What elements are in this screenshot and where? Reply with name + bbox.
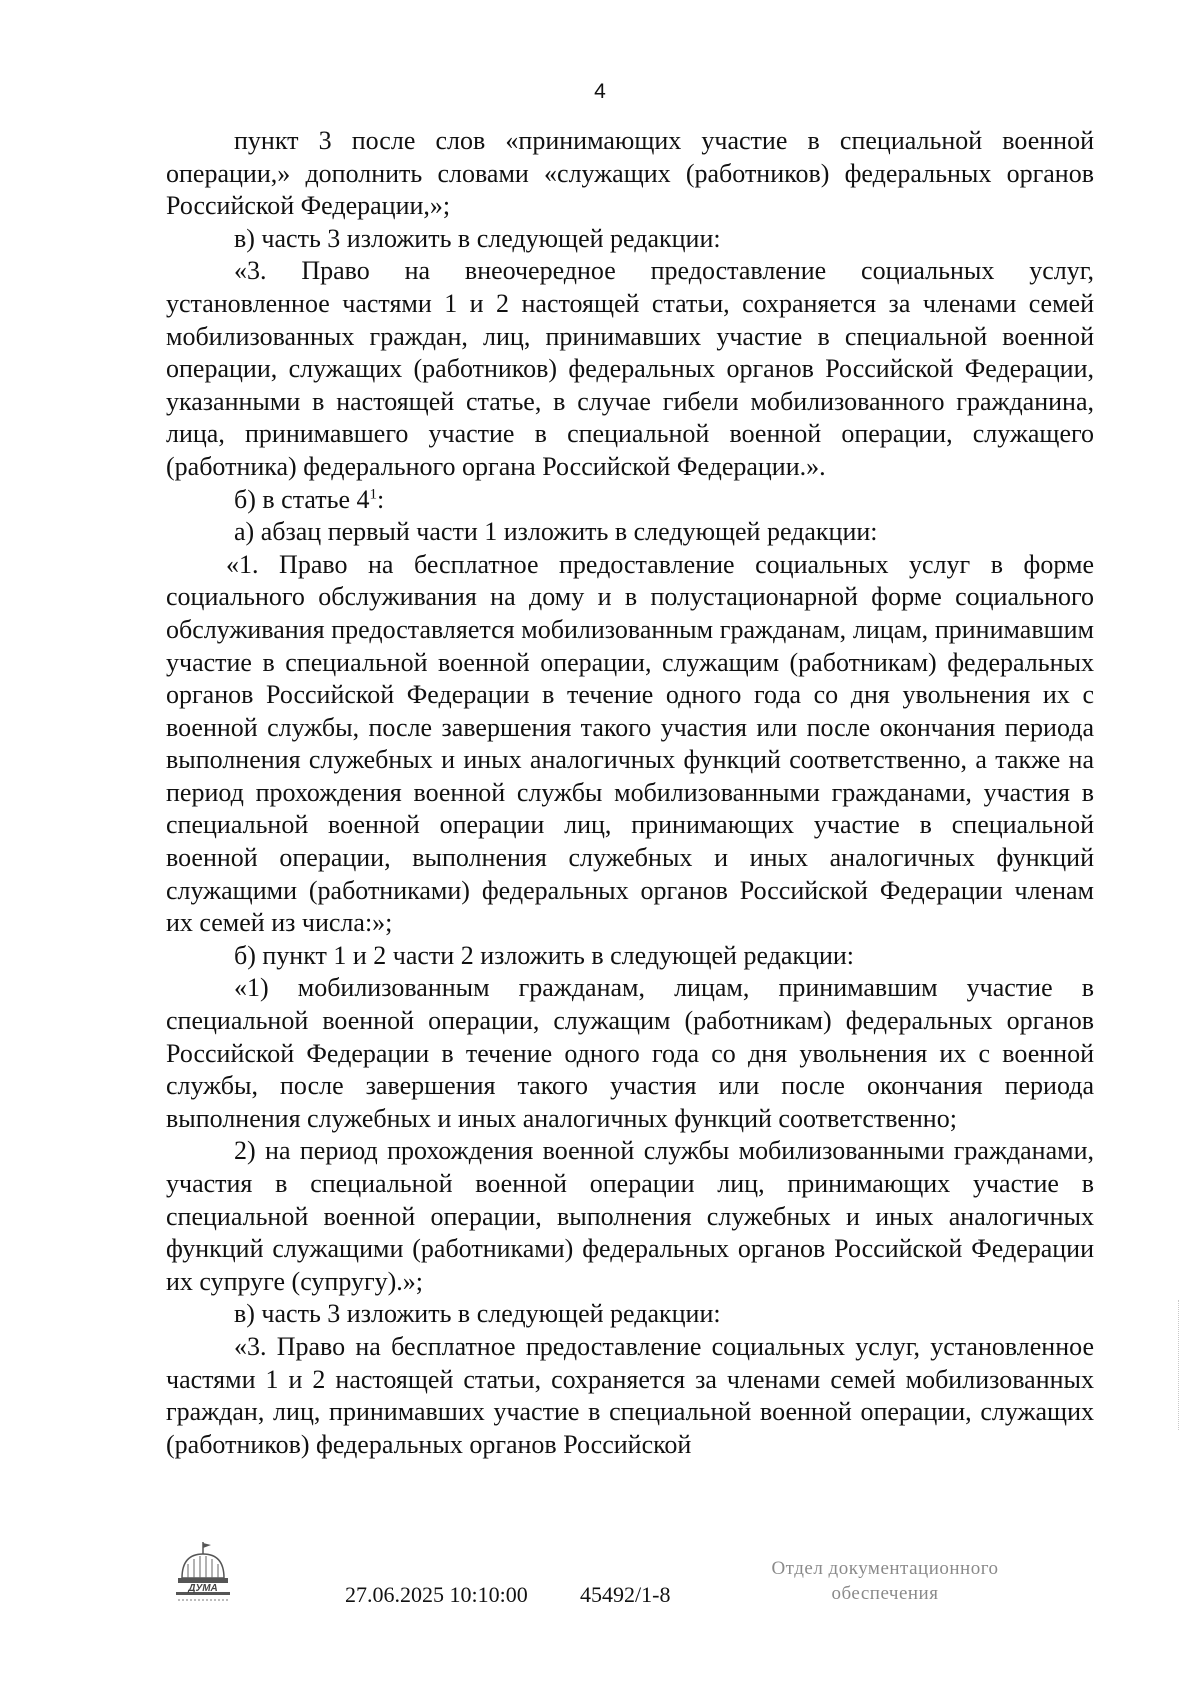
paragraph: «3. Право на бесплатное предоставление социальных услуг, установленное частями 1 и 2 настоящей статьи, сохраняется за членами семей мобилизованных граждан, лиц, принимавших участие в специальной военной операции, служащих (работников) федеральных органов Российской bbox=[166, 1331, 1094, 1459]
stamp-line: Отдел документационного bbox=[771, 1558, 999, 1579]
paragraph: пункт 3 после слов «принимающих участие в специальной военной операции,» дополнить словами «служащих (работников) федеральных органов Российской Федерации,»; bbox=[166, 126, 1094, 221]
paragraph: «3. Право на внеочередное предоставление социальных услуг, установленное частями 1 и 2 настоящей статьи, сохраняется за членами семей мобилизованных граждан, лиц, принимавших участие в специальной военной операции, служащих (работников) федеральных органов Российской Федерации, указанными в настоящей статье, в случае гибели мобилизованного гражданина, лица, принимавшего участие в специальной военной операции, служащего (работника) федерального органа Российской Федерации.». bbox=[166, 256, 1094, 481]
paragraph: в) часть 3 изложить в следующей редакции: bbox=[234, 223, 721, 253]
paragraph: «1. Право на бесплатное предоставление социальных услуг в форме социального обслуживания на дому и в полустационарной форме социального обслуживания предоставляется мобилизованным гражданам, лицам, принимавшим участие в специальной военной операции, служащим (работникам) федеральных органов Российской Федерации в течение одного года со дня увольнения их с военной службы, после завершения такого участия или после окончания периода выполнения служебных и иных аналогичных функций соответственно, а также на период прохождения военной службы мобилизованными гражданами, участия в специальной военной операции лиц, принимающих участие в специальной военной операции, выполнения служебных и иных аналогичных функций служащими (работниками) федеральных органов Российской Федерации членам их семей из числа:»; bbox=[166, 549, 1094, 938]
duma-logo-icon bbox=[174, 1540, 232, 1610]
stamp-line: обеспечения bbox=[831, 1583, 939, 1604]
article-prefix: б) в статье 4 bbox=[234, 484, 370, 514]
footer-document-number: 45492/1-8 bbox=[580, 1582, 671, 1607]
logo-text: ДУМА bbox=[188, 1583, 218, 1594]
margin-scan-artifact bbox=[1178, 1300, 1183, 1430]
footer-date: 27.06.2025 10:10:00 bbox=[345, 1582, 528, 1607]
paragraph: «1) мобилизованным гражданам, лицам, принимавшим участие в специальной военной операции, служащим (работникам) федеральных органов Российской Федерации в течение одного года со дня увольнения их с военной службы, после завершения такого участия или после окончания периода выполнения служебных и иных аналогичных функций соответственно; bbox=[166, 973, 1094, 1133]
article-superscript: 1 bbox=[369, 485, 378, 502]
article-suffix: : bbox=[377, 484, 385, 514]
paragraph: в) часть 3 изложить в следующей редакции: bbox=[234, 1299, 721, 1329]
department-stamp bbox=[740, 1556, 1030, 1606]
page-number: 4 bbox=[594, 80, 606, 103]
paragraph: а) абзац первый части 1 изложить в следующей редакции: bbox=[234, 517, 878, 547]
document-body bbox=[166, 125, 1094, 1461]
article-reference-line bbox=[166, 484, 1094, 517]
paragraph: 2) на период прохождения военной службы мобилизованными гражданами, участия в специальной военной операции лиц, принимающих участие в специальной военной операции, выполнения служебных и иных аналогичных функций служащими (работниками) федеральных органов Российской Федерации их супруге (супругу).»; bbox=[166, 1136, 1094, 1296]
paragraph: б) пункт 1 и 2 части 2 изложить в следующей редакции: bbox=[234, 940, 855, 970]
